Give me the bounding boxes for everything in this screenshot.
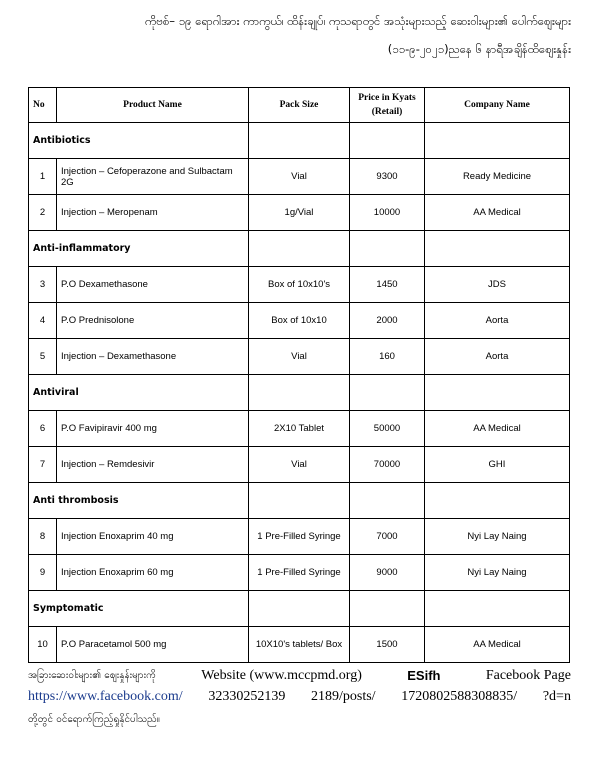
facebook-link[interactable] — [28, 689, 571, 705]
row-pack-size: 1 Pre-Filled Syringe — [249, 555, 350, 591]
row-product-name: Injection – Remdesivir — [57, 447, 249, 483]
row-no: 5 — [29, 339, 57, 375]
row-company: AA Medical — [425, 195, 570, 231]
row-pack-size: 1 Pre-Filled Syringe — [249, 519, 350, 555]
header-product-name: Product Name — [57, 88, 249, 123]
row-no: 2 — [29, 195, 57, 231]
facebook-link-part[interactable]: ?d=n — [542, 689, 571, 704]
empty-cell — [350, 231, 425, 267]
facebook-link-part[interactable]: 1720802588308835/ — [401, 689, 518, 704]
row-company: Aorta — [425, 339, 570, 375]
empty-cell — [249, 591, 350, 627]
row-price: 10000 — [350, 195, 425, 231]
row-pack-size: 1g/Vial — [249, 195, 350, 231]
row-product-name: Injection Enoxaprim 40 mg — [57, 519, 249, 555]
row-company: JDS — [425, 267, 570, 303]
category-label: Anti thrombosis — [29, 483, 249, 519]
empty-cell — [425, 591, 570, 627]
table-row — [29, 519, 570, 555]
category-row — [29, 231, 570, 267]
row-product-name: P.O Favipiravir 400 mg — [57, 411, 249, 447]
row-price: 2000 — [350, 303, 425, 339]
header-price-line1: Price in Kyats — [358, 93, 416, 103]
category-label: Antibiotics — [29, 123, 249, 159]
table-row — [29, 339, 570, 375]
empty-cell — [425, 231, 570, 267]
row-product-name: Injection – Meropenam — [57, 195, 249, 231]
empty-cell — [350, 591, 425, 627]
row-product-name: Injection Enoxaprim 60 mg — [57, 555, 249, 591]
category-row — [29, 591, 570, 627]
row-no: 3 — [29, 267, 57, 303]
table-row — [29, 555, 570, 591]
row-product-name: P.O Paracetamol 500 mg — [57, 627, 249, 663]
row-pack-size: Box of 10x10 — [249, 303, 350, 339]
row-pack-size: Vial — [249, 339, 350, 375]
category-row — [29, 375, 570, 411]
empty-cell — [350, 123, 425, 159]
document-title: ကိုဗစ်– ၁၉ ရောဂါအား ကာကွယ်၊ ထိန်းချုပ်၊ ကုသရာတွင် အသုံးများသည့် ဆေးဝါးများ၏ ပေါက်ဈေးများ — [144, 14, 571, 28]
category-label: Antiviral — [29, 375, 249, 411]
row-price: 160 — [350, 339, 425, 375]
footer-line-3: တို့တွင် ဝင်ရောက်ကြည့်ရှုနိုင်ပါသည်။ — [28, 714, 160, 725]
empty-cell — [350, 483, 425, 519]
row-no: 4 — [29, 303, 57, 339]
row-pack-size: Box of 10x10's — [249, 267, 350, 303]
row-company: AA Medical — [425, 411, 570, 447]
row-pack-size: Vial — [249, 159, 350, 195]
row-price: 70000 — [350, 447, 425, 483]
row-company: AA Medical — [425, 627, 570, 663]
empty-cell — [425, 123, 570, 159]
row-price: 50000 — [350, 411, 425, 447]
row-price: 7000 — [350, 519, 425, 555]
header-no: No — [29, 88, 57, 123]
row-no: 6 — [29, 411, 57, 447]
header-pack-size: Pack Size — [249, 88, 350, 123]
document-subtitle-date: (၁၁-၉-၂၀၂၁)ညနေ ၆ နာရီအချိန်ထိဈေးနှုန်း — [387, 42, 571, 56]
empty-cell — [249, 231, 350, 267]
row-no: 10 — [29, 627, 57, 663]
table-row — [29, 411, 570, 447]
table-row — [29, 195, 570, 231]
row-pack-size: 10X10's tablets/ Box — [249, 627, 350, 663]
row-product-name: Injection – Cefoperazone and Sulbactam 2G — [57, 159, 249, 195]
footer-facebook-text: Facebook Page — [485, 668, 571, 683]
row-pack-size: Vial — [249, 447, 350, 483]
footer-other-prices-text: အခြားဆေးဝါးများ၏ ဈေးနှုန်းများကို — [28, 670, 156, 681]
empty-cell — [425, 375, 570, 411]
category-label: Anti-inflammatory — [29, 231, 249, 267]
row-no: 9 — [29, 555, 57, 591]
table-row — [29, 159, 570, 195]
row-product-name: P.O Prednisolone — [57, 303, 249, 339]
facebook-link-part[interactable]: 32330252139 — [208, 689, 286, 704]
footer-website-text[interactable]: Website (www.mccpmd.org) — [201, 668, 362, 683]
category-label: Symptomatic — [29, 591, 249, 627]
row-price: 1500 — [350, 627, 425, 663]
empty-cell — [249, 375, 350, 411]
footer-bold-text: ESifh — [407, 668, 441, 683]
row-company: Nyi Lay Naing — [425, 555, 570, 591]
empty-cell — [425, 483, 570, 519]
row-price: 9000 — [350, 555, 425, 591]
row-company: Ready Medicine — [425, 159, 570, 195]
row-product-name: P.O Dexamethasone — [57, 267, 249, 303]
facebook-link-part[interactable]: 2189/posts/ — [311, 689, 376, 704]
category-row — [29, 483, 570, 519]
row-company: Nyi Lay Naing — [425, 519, 570, 555]
row-company: GHI — [425, 447, 570, 483]
header-price — [350, 88, 425, 123]
row-no: 8 — [29, 519, 57, 555]
row-price: 9300 — [350, 159, 425, 195]
category-row — [29, 123, 570, 159]
empty-cell — [249, 483, 350, 519]
row-company: Aorta — [425, 303, 570, 339]
row-no: 7 — [29, 447, 57, 483]
empty-cell — [350, 375, 425, 411]
header-price-line2: (Retail) — [371, 107, 403, 117]
table-row — [29, 303, 570, 339]
empty-cell — [249, 123, 350, 159]
facebook-link-part[interactable]: https://www.facebook.com/ — [28, 689, 183, 704]
table-row — [29, 267, 570, 303]
row-pack-size: 2X10 Tablet — [249, 411, 350, 447]
price-table — [28, 87, 570, 663]
header-company-name: Company Name — [425, 88, 570, 123]
footer-line-1 — [28, 668, 571, 684]
row-price: 1450 — [350, 267, 425, 303]
table-row — [29, 627, 570, 663]
table-header-row — [29, 88, 570, 123]
row-no: 1 — [29, 159, 57, 195]
row-product-name: Injection – Dexamethasone — [57, 339, 249, 375]
table-row — [29, 447, 570, 483]
